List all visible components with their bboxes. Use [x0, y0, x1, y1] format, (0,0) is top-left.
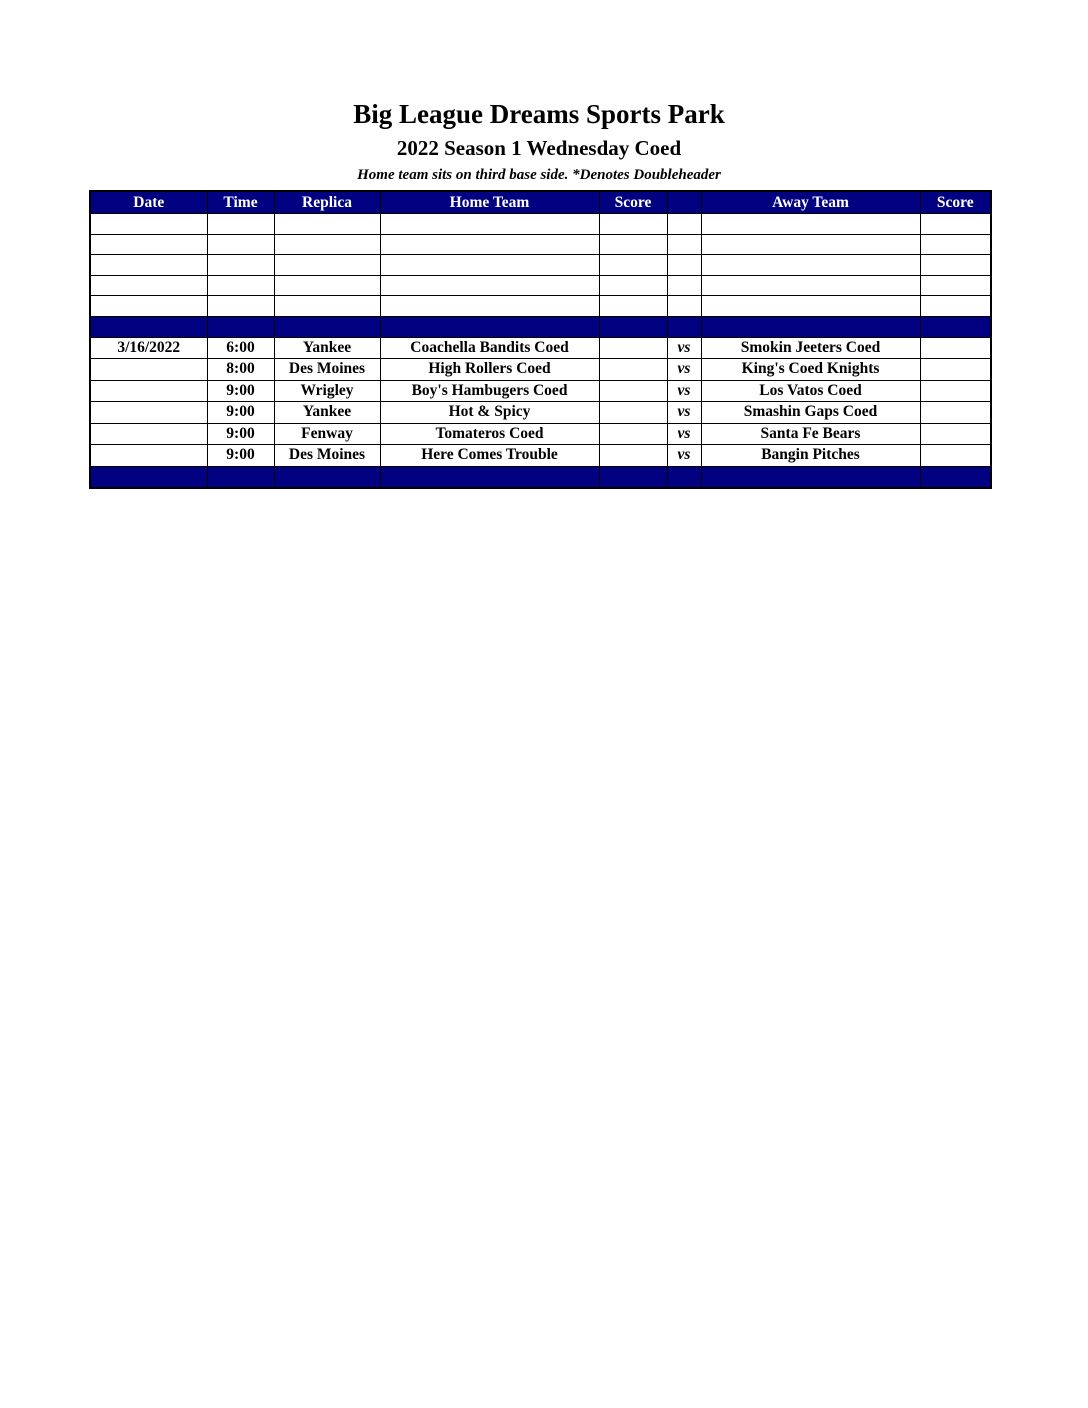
column-header-away-score: Score: [920, 191, 991, 214]
away-score: [920, 445, 991, 467]
column-header-home-score: Score: [599, 191, 667, 214]
away-team: Smashin Gaps Coed: [701, 402, 920, 424]
home-score: [599, 445, 667, 467]
home-score: [599, 359, 667, 381]
away-team: Bangin Pitches: [701, 445, 920, 467]
game-replica: Yankee: [274, 402, 380, 424]
home-team: Here Comes Trouble: [380, 445, 599, 467]
home-score: [599, 337, 667, 359]
vs-label: vs: [667, 337, 701, 359]
vs-label: vs: [667, 445, 701, 467]
column-header-vs: [667, 191, 701, 214]
column-header-time: Time: [207, 191, 274, 214]
empty-row: [90, 234, 991, 255]
column-header-home-team: Home Team: [380, 191, 599, 214]
home-team: Boy's Hambugers Coed: [380, 380, 599, 402]
vs-label: vs: [667, 402, 701, 424]
home-team: High Rollers Coed: [380, 359, 599, 381]
table-row: [90, 402, 991, 424]
empty-row: [90, 296, 991, 317]
away-score: [920, 423, 991, 445]
game-date: 3/16/2022: [90, 337, 207, 359]
game-replica: Fenway: [274, 423, 380, 445]
game-date: [90, 445, 207, 467]
column-header-replica: Replica: [274, 191, 380, 214]
home-score: [599, 423, 667, 445]
vs-label: vs: [667, 423, 701, 445]
game-time: 6:00: [207, 337, 274, 359]
game-replica: Des Moines: [274, 359, 380, 381]
game-time: 9:00: [207, 445, 274, 467]
table-row: [90, 423, 991, 445]
away-score: [920, 337, 991, 359]
away-team: Smokin Jeeters Coed: [701, 337, 920, 359]
game-date: [90, 423, 207, 445]
column-header-away-team: Away Team: [701, 191, 920, 214]
home-score: [599, 402, 667, 424]
table-header-row: [90, 191, 991, 214]
schedule-note: Home team sits on third base side. *Denotes Doubleheader: [357, 167, 721, 183]
home-team: Coachella Bandits Coed: [380, 337, 599, 359]
away-team: Los Vatos Coed: [701, 380, 920, 402]
vs-label: vs: [667, 359, 701, 381]
vs-label: vs: [667, 380, 701, 402]
home-team: Hot & Spicy: [380, 402, 599, 424]
page-title: Big League Dreams Sports Park: [353, 99, 725, 129]
footer-band: [90, 466, 991, 488]
game-time: 8:00: [207, 359, 274, 381]
empty-row: [90, 214, 991, 235]
away-score: [920, 359, 991, 381]
empty-row: [90, 275, 991, 296]
game-replica: Yankee: [274, 337, 380, 359]
away-score: [920, 380, 991, 402]
game-date: [90, 380, 207, 402]
table-row: [90, 380, 991, 402]
home-score: [599, 380, 667, 402]
away-team: Santa Fe Bears: [701, 423, 920, 445]
away-score: [920, 402, 991, 424]
column-header-date: Date: [90, 191, 207, 214]
home-team: Tomateros Coed: [380, 423, 599, 445]
game-replica: Des Moines: [274, 445, 380, 467]
away-team: King's Coed Knights: [701, 359, 920, 381]
game-replica: Wrigley: [274, 380, 380, 402]
page-subtitle: 2022 Season 1 Wednesday Coed: [396, 136, 682, 160]
table-row: [90, 359, 991, 381]
schedule-table: [89, 190, 992, 489]
game-time: 9:00: [207, 423, 274, 445]
table-row: [90, 445, 991, 467]
game-date: [90, 402, 207, 424]
table-row: [90, 337, 991, 359]
empty-row: [90, 255, 991, 276]
game-time: 9:00: [207, 380, 274, 402]
divider-band: [90, 316, 991, 337]
game-date: [90, 359, 207, 381]
game-time: 9:00: [207, 402, 274, 424]
